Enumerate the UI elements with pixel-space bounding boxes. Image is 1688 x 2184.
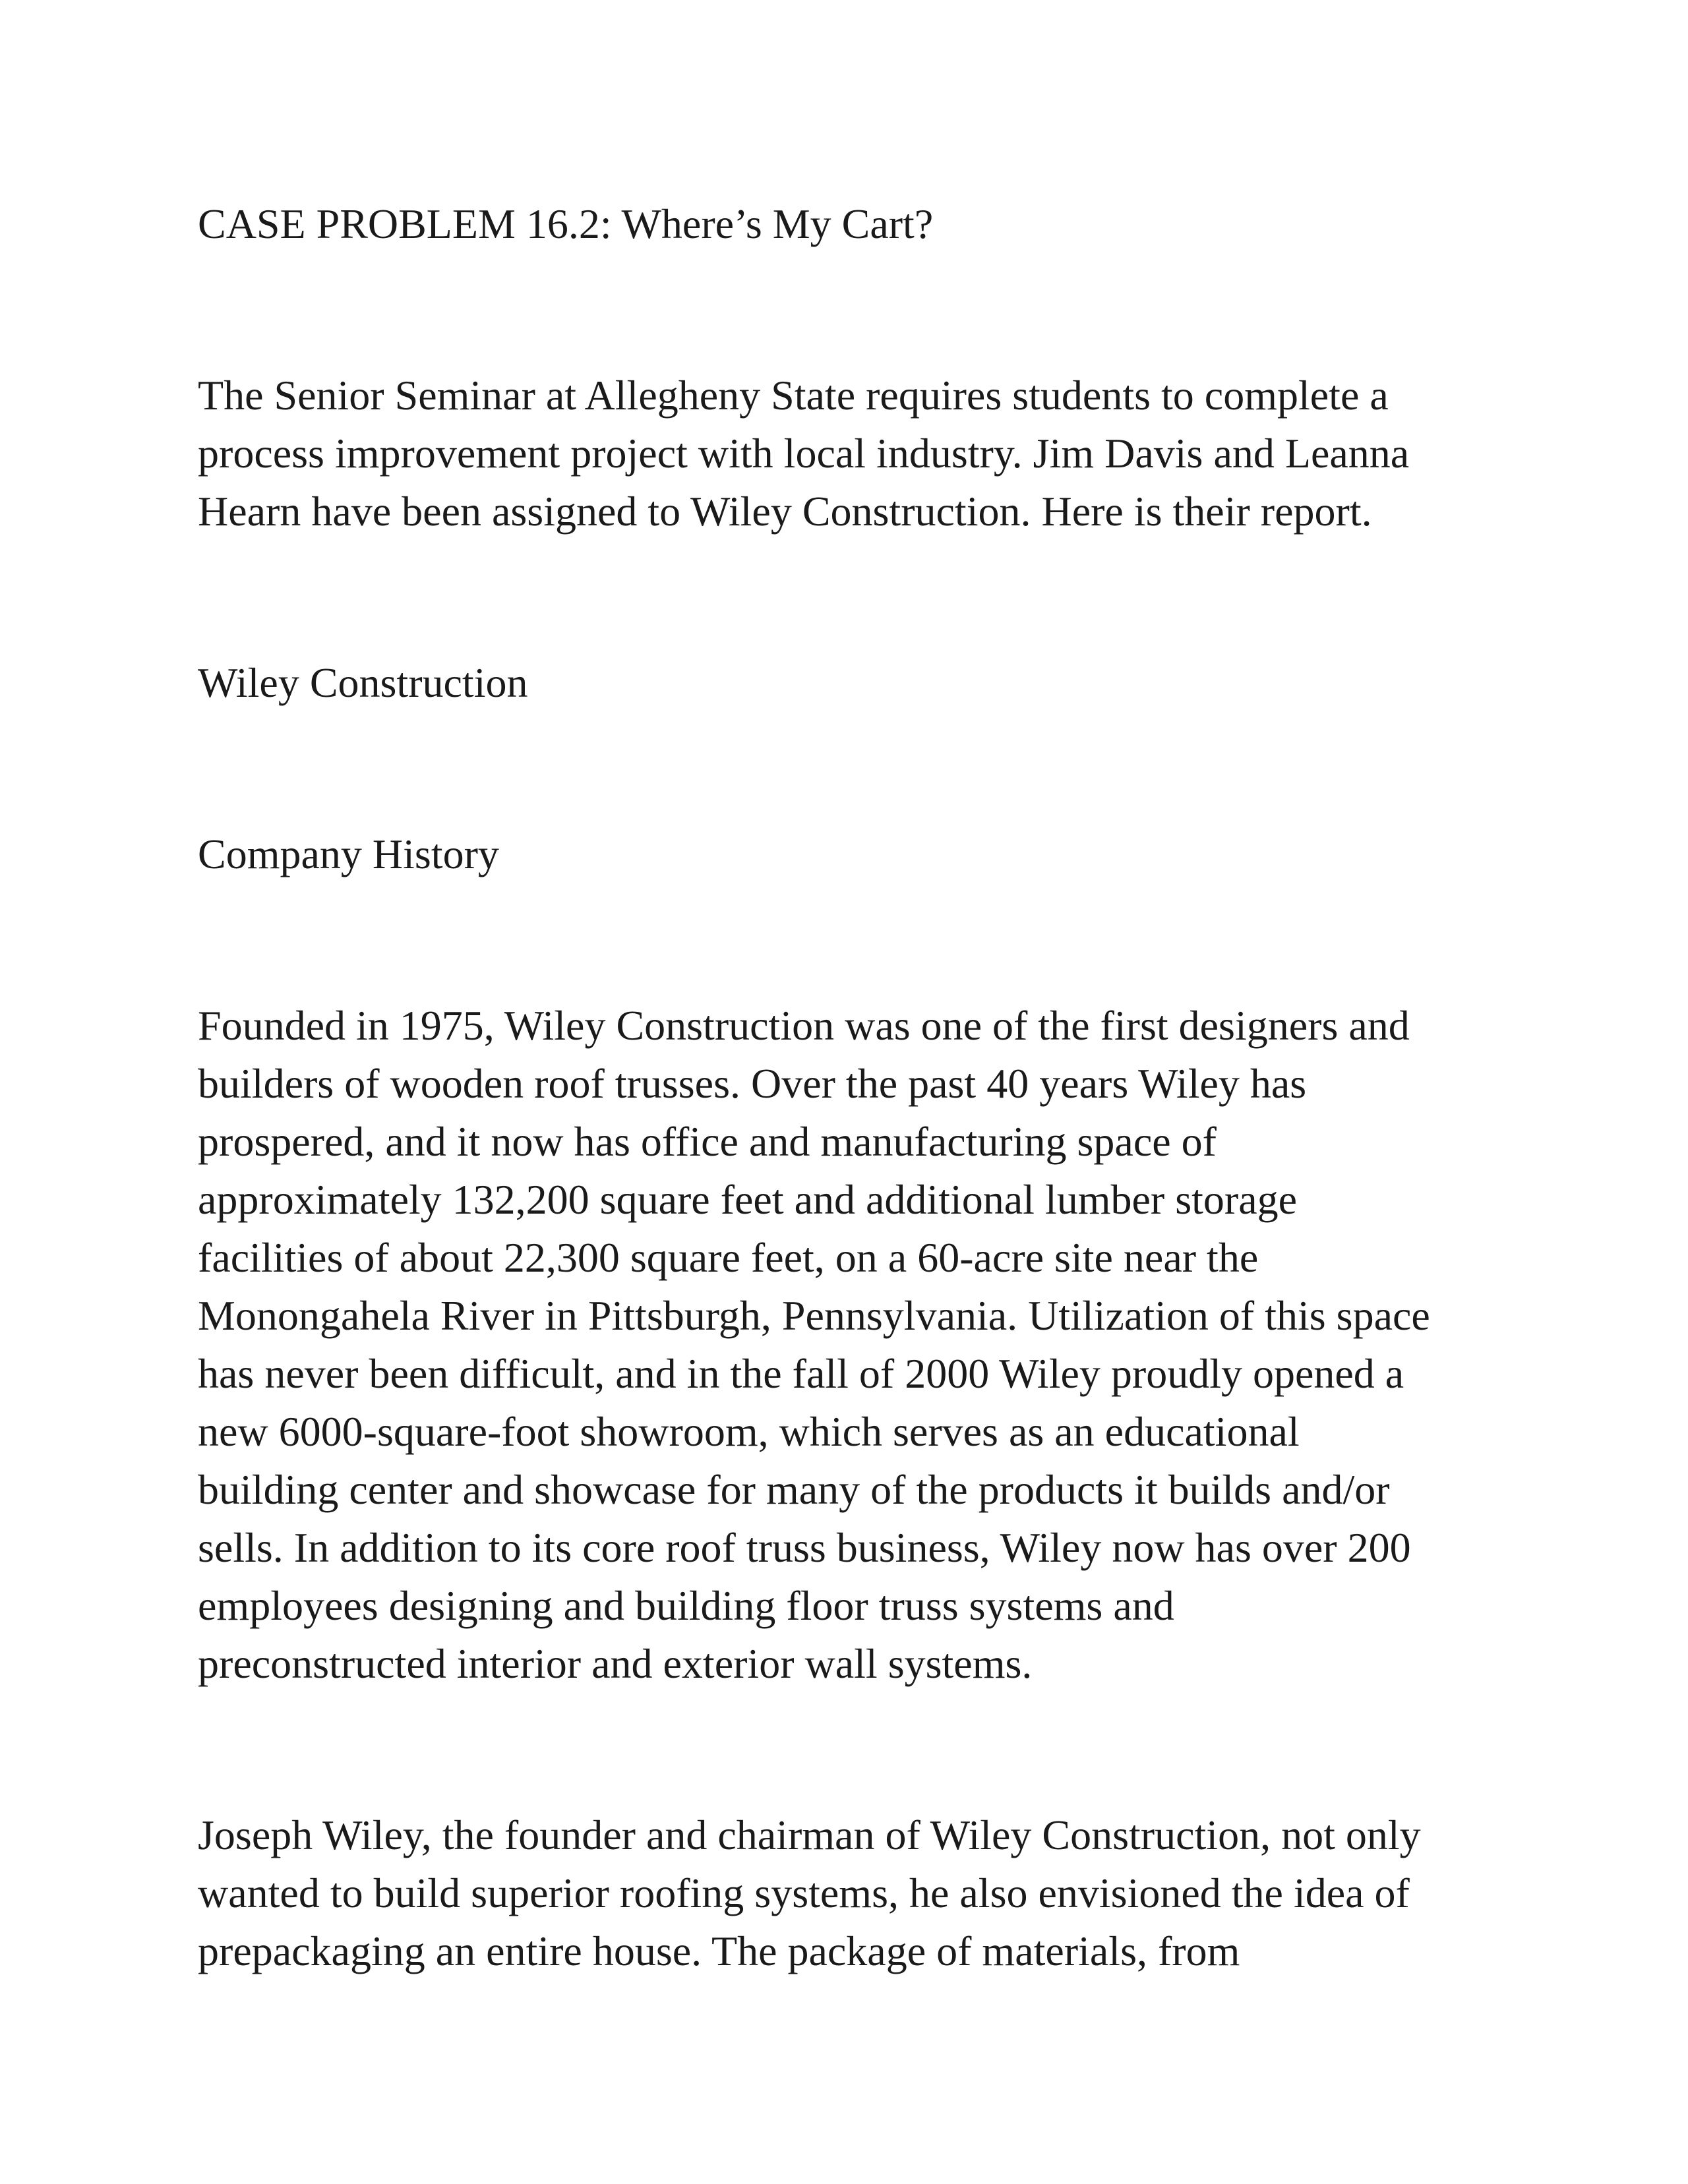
history-line-1: Founded in 1975, Wiley Construction was one of the first designers and bbox=[198, 1002, 1410, 1049]
company-heading: Wiley Construction bbox=[198, 659, 528, 706]
case-title: CASE PROBLEM 16.2: Where’s My Cart? bbox=[198, 200, 934, 247]
history-line-11: employees designing and building floor truss systems and bbox=[198, 1582, 1174, 1629]
intro-line-2: process improvement project with local industry. Jim Davis and Leanna bbox=[198, 430, 1410, 477]
founder-line-3: prepackaging an entire house. The package of materials, from bbox=[198, 1928, 1240, 1974]
history-line-2: builders of wooden roof trusses. Over the past 40 years Wiley has bbox=[198, 1060, 1307, 1107]
history-line-9: building center and showcase for many of the products it builds and/or bbox=[198, 1466, 1390, 1513]
founder-line-1: Joseph Wiley, the founder and chairman of Wiley Construction, not only bbox=[198, 1812, 1421, 1858]
history-heading: Company History bbox=[198, 831, 499, 877]
history-line-3: prospered, and it now has office and manufacturing space of bbox=[198, 1118, 1217, 1165]
history-line-7: has never been difficult, and in the fall of 2000 Wiley proudly opened a bbox=[198, 1350, 1404, 1397]
intro-line-1: The Senior Seminar at Allegheny State requires students to complete a bbox=[198, 372, 1389, 419]
intro-line-3: Hearn have been assigned to Wiley Construction. Here is their report. bbox=[198, 488, 1372, 535]
history-line-8: new 6000-square-foot showroom, which serves as an educational bbox=[198, 1408, 1300, 1455]
history-line-6: Monongahela River in Pittsburgh, Pennsylvania. Utilization of this space bbox=[198, 1292, 1430, 1339]
history-line-5: facilities of about 22,300 square feet, on a 60-acre site near the bbox=[198, 1234, 1259, 1281]
history-line-4: approximately 132,200 square feet and additional lumber storage bbox=[198, 1176, 1298, 1223]
founder-line-2: wanted to build superior roofing systems, he also envisioned the idea of bbox=[198, 1870, 1410, 1916]
history-line-12: preconstructed interior and exterior wall systems. bbox=[198, 1640, 1033, 1687]
history-line-10: sells. In addition to its core roof truss business, Wiley now has over 200 bbox=[198, 1524, 1411, 1571]
